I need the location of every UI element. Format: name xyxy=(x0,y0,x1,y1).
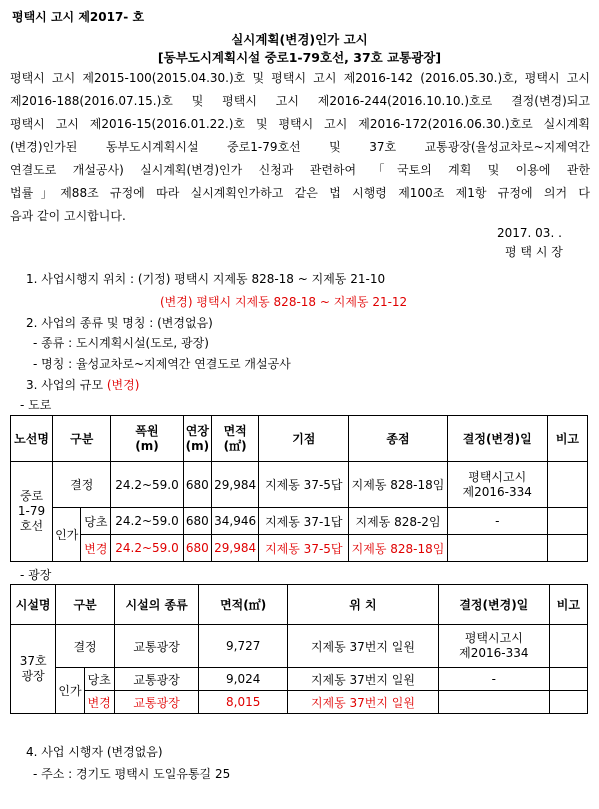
body-line: (변경)인가된 동부도시계획시설 중로1-79호선 및 37호 교통광장(율성교차로~지제역간 xyxy=(10,140,590,154)
header-route: 노선명 xyxy=(11,416,53,462)
row-division: 결정 xyxy=(56,625,115,668)
body-line: 법률」제88조 규정에 따라 실시계획인가하고 같은 법 시행령 제100조 제1항 규정에 의거 다 xyxy=(10,186,590,200)
row-note xyxy=(547,535,587,562)
header-area: 면적(㎡) xyxy=(199,585,288,625)
route-name: 중로 1-79 호선 xyxy=(11,462,53,562)
row-length: 680 xyxy=(183,508,212,535)
row-width: 24.2~59.0 xyxy=(111,462,183,508)
section-2-name: - 명칭 : 율성교차로~지제역간 연결도로 개설공사 xyxy=(33,357,291,371)
header-start: 기점 xyxy=(259,416,349,462)
section-2-title: 2. 사업의 종류 및 명칭 : (변경없음) xyxy=(26,316,213,330)
row-note xyxy=(547,508,587,535)
header-end: 종점 xyxy=(349,416,447,462)
body-line: 평택시 고시 제2016-15(2016.01.22.)호 및 평택시 고시 제2016-172(2016.06.30.)호로 실시계획 xyxy=(10,117,590,131)
row-location: 지제동 37번지 일원 xyxy=(287,668,438,691)
row-decision: 평택시고시 제2016-334 xyxy=(447,462,547,508)
header-length: 연장 (m) xyxy=(183,416,212,462)
row-note xyxy=(549,625,587,668)
row-area: 8,015 xyxy=(199,691,288,714)
row-decision: 평택시고시 제2016-334 xyxy=(438,625,549,668)
row-division: 당초 xyxy=(84,668,114,691)
road-table xyxy=(10,415,588,562)
header-note: 비고 xyxy=(547,416,587,462)
row-decision: - xyxy=(447,508,547,535)
section-2-kind: - 종류 : 도시계획시설(도로, 광장) xyxy=(33,336,209,350)
row-area: 29,984 xyxy=(212,535,259,562)
row-division: 당초 xyxy=(81,508,111,535)
row-start: 지제동 37-1답 xyxy=(259,508,349,535)
body-line: 연결도로 개설공사) 실시계획(변경)인가 신청과 관련하여 「국토의 계획 및 이용에 관한 xyxy=(10,163,590,177)
header-note: 비고 xyxy=(549,585,587,625)
body-line: 평택시 고시 제2015-100(2015.04.30.)호 및 평택시 고시 제2016-142 (2016.05.30.)호, 평택시 고시 xyxy=(10,71,590,85)
header-width: 폭원 (m) xyxy=(111,416,183,462)
row-location: 지제동 37번지 일원 xyxy=(287,625,438,668)
row-end: 지제동 828-2임 xyxy=(349,508,447,535)
row-start: 지제동 37-5답 xyxy=(259,462,349,508)
section-4-address: - 주소 : 경기도 평택시 도일유통길 25 xyxy=(33,767,231,781)
approval-label: 인가 xyxy=(56,668,84,714)
row-area: 34,946 xyxy=(212,508,259,535)
row-length: 680 xyxy=(183,462,212,508)
table-row-changed xyxy=(11,691,588,714)
header-division: 구분 xyxy=(53,416,111,462)
header-division: 구분 xyxy=(56,585,115,625)
row-start: 지제동 37-5답 xyxy=(259,535,349,562)
row-area: 29,984 xyxy=(212,462,259,508)
section-1-location: 1. 사업시행지 위치 : (기정) 평택시 지제동 828-18 ~ 지제동 21-10 xyxy=(26,272,386,286)
facility-name: 37호 광장 xyxy=(11,625,56,714)
plaza-label: - 광장 xyxy=(20,568,52,582)
row-kind: 교통광장 xyxy=(114,691,199,714)
section-3-title xyxy=(26,376,139,393)
header-kind: 시설의 종류 xyxy=(114,585,199,625)
row-note xyxy=(549,668,587,691)
section-4-title: 4. 사업 시행자 (변경없음) xyxy=(26,745,163,759)
signer: 평 택 시 장 xyxy=(505,245,563,259)
table-row xyxy=(11,668,588,691)
section-3-changed-tag: (변경) xyxy=(106,378,140,392)
table-row xyxy=(11,625,588,668)
row-location: 지제동 37번지 일원 xyxy=(287,691,438,714)
header-facility: 시설명 xyxy=(11,585,56,625)
row-note xyxy=(549,691,587,714)
row-division: 변경 xyxy=(84,691,114,714)
row-decision: - xyxy=(438,668,549,691)
row-kind: 교통광장 xyxy=(114,668,199,691)
row-area: 9,727 xyxy=(199,625,288,668)
header-decision: 결정(변경)일 xyxy=(447,416,547,462)
section-3-label: 3. 사업의 규모 xyxy=(26,378,104,392)
header-area: 면적 (㎡) xyxy=(212,416,259,462)
road-label: - 도로 xyxy=(20,398,52,412)
row-end: 지제동 828-18임 xyxy=(349,462,447,508)
row-division: 결정 xyxy=(53,462,111,508)
row-decision xyxy=(438,691,549,714)
plaza-table xyxy=(10,584,588,714)
table-row xyxy=(11,462,588,508)
notice-date: 2017. 03. . xyxy=(497,226,562,240)
row-area: 9,024 xyxy=(199,668,288,691)
page-title: 실시계획(변경)인가 고시 xyxy=(231,32,368,47)
row-note xyxy=(547,462,587,508)
notice-body xyxy=(10,67,590,228)
row-width: 24.2~59.0 xyxy=(111,535,183,562)
plaza-table-header xyxy=(11,585,588,625)
table-row-changed xyxy=(11,535,588,562)
road-table-header xyxy=(11,416,588,462)
row-width: 24.2~59.0 xyxy=(111,508,183,535)
header-decision: 결정(변경)일 xyxy=(438,585,549,625)
section-1-location-changed: (변경) 평택시 지제동 828-18 ~ 지제동 21-12 xyxy=(160,295,408,309)
row-kind: 교통광장 xyxy=(114,625,199,668)
table-row xyxy=(11,508,588,535)
body-line: 음과 같이 고시합니다. xyxy=(10,209,126,223)
row-decision xyxy=(447,535,547,562)
row-end: 지제동 828-18임 xyxy=(349,535,447,562)
approval-label: 인가 xyxy=(53,508,81,562)
header-location: 위 치 xyxy=(287,585,438,625)
row-division: 변경 xyxy=(81,535,111,562)
row-length: 680 xyxy=(183,535,212,562)
page-subtitle: [동부도시계획시설 중로1-79호선, 37호 교통광장] xyxy=(157,50,442,65)
notice-number: 평택시 고시 제2017- 호 xyxy=(12,10,145,24)
body-line: 제2016-188(2016.07.15.)호 및 평택시 고시 제2016-244(2016.10.10.)호로 결정(변경)되고 xyxy=(10,94,590,108)
